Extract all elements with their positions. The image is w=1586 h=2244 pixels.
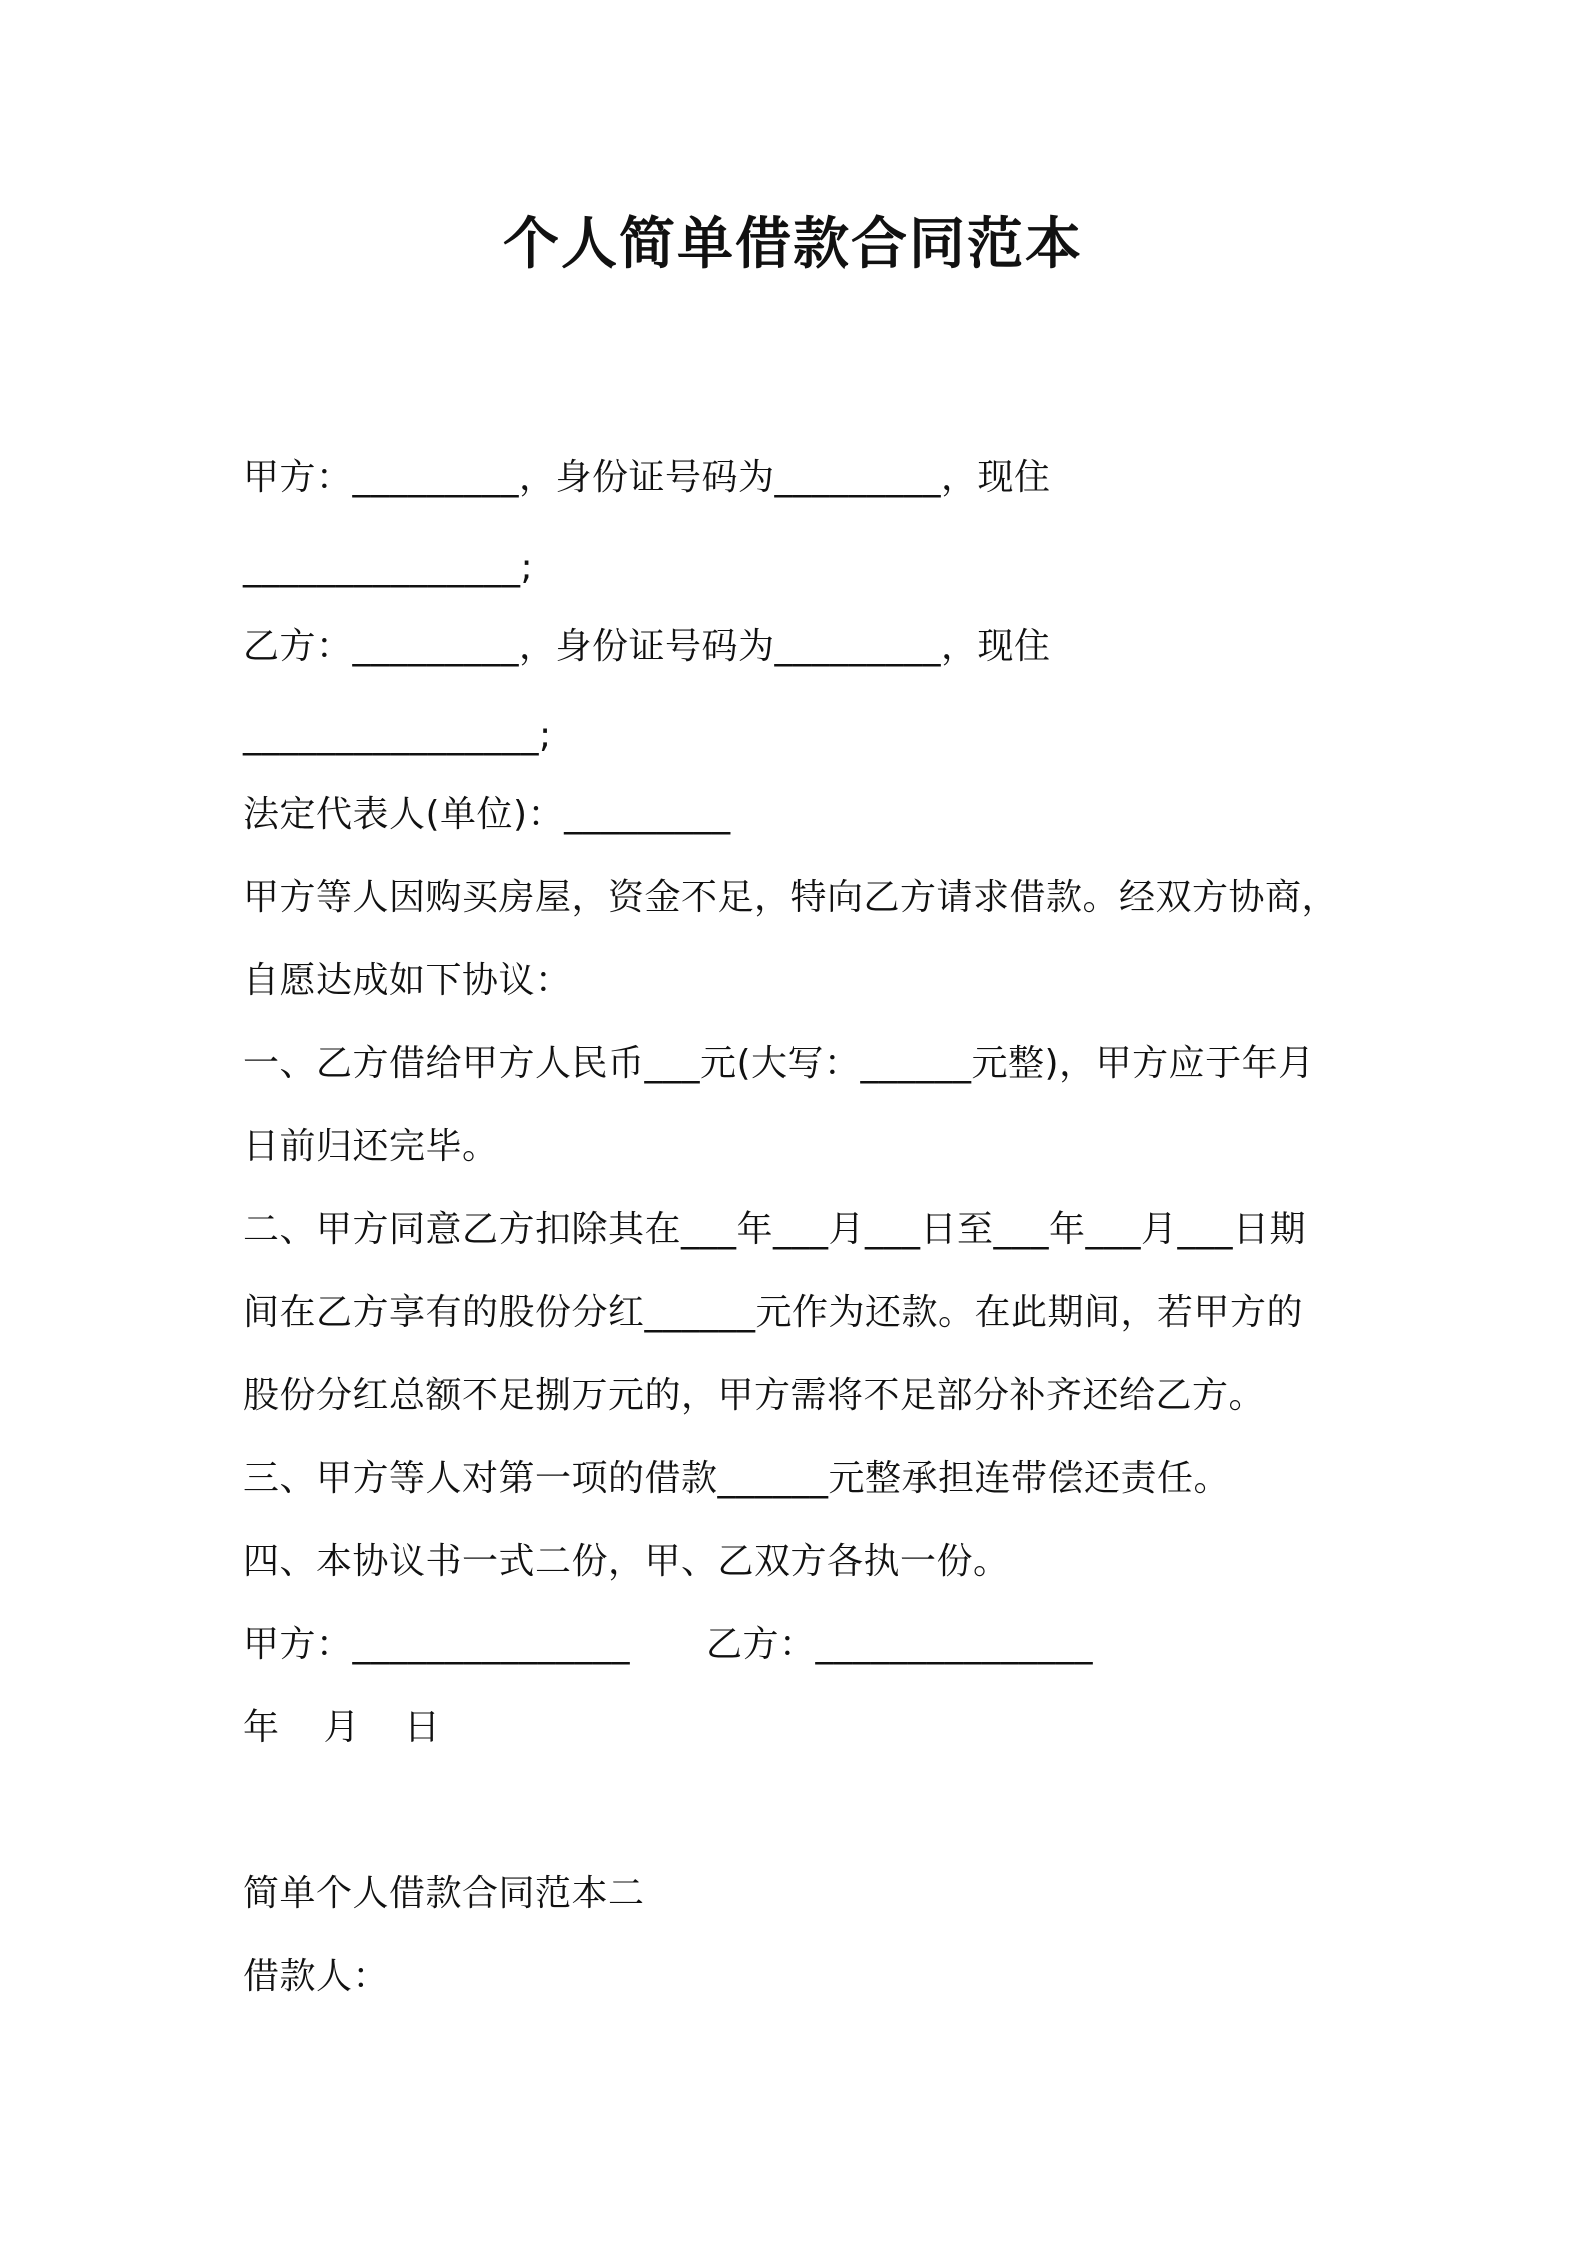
clause-1-line-2: 日前归还完毕。: [243, 1126, 499, 1167]
date-month: 月: [323, 1707, 361, 1748]
clause-4-line: 四、本协议书一式二份，甲、乙双方各执一份。: [243, 1541, 1010, 1582]
legal-representative-line: 法定代表人(单位)：_________: [243, 794, 731, 835]
clause-2-line-3: 股份分红总额不足捌万元的，甲方需将不足部分补齐还给乙方。: [243, 1375, 1266, 1416]
date-year: 年: [243, 1707, 280, 1748]
clause-2-line-2: 间在乙方享有的股份分红______元作为还款。在此期间，若甲方的: [243, 1292, 1304, 1333]
document-title: 个人简单借款合同范本: [503, 212, 1083, 277]
party-a-signature: 甲方：_______________: [243, 1624, 631, 1665]
date-line: [243, 1703, 485, 1753]
party-a-line: 甲方：_________，身份证号码为_________，现住: [243, 457, 1051, 498]
clause-2-line-1: 二、甲方同意乙方扣除其在___年___月___日至___年___月___日期: [243, 1209, 1307, 1250]
section-2-title: 简单个人借款合同范本二: [243, 1873, 645, 1914]
clause-1-line-1: 一、乙方借给甲方人民币___元(大写：______元整)，甲方应于年月: [243, 1043, 1315, 1084]
date-day: 日: [404, 1707, 441, 1748]
preamble-line-1: 甲方等人因购买房屋，资金不足，特向乙方请求借款。经双方协商，: [243, 877, 1339, 918]
party-b-line: 乙方：_________，身份证号码为_________，现住: [243, 626, 1051, 667]
preamble-line-2: 自愿达成如下协议：: [243, 960, 572, 1001]
party-b-address-line: ________________;: [243, 715, 552, 756]
signature-line: [243, 1620, 1093, 1670]
party-a-address-line: _______________;: [243, 547, 534, 588]
party-b-signature: 乙方：_______________: [706, 1624, 1094, 1665]
borrower-label: 借款人：: [243, 1956, 390, 1997]
clause-3-line: 三、甲方等人对第一项的借款______元整承担连带偿还责任。: [243, 1458, 1231, 1499]
